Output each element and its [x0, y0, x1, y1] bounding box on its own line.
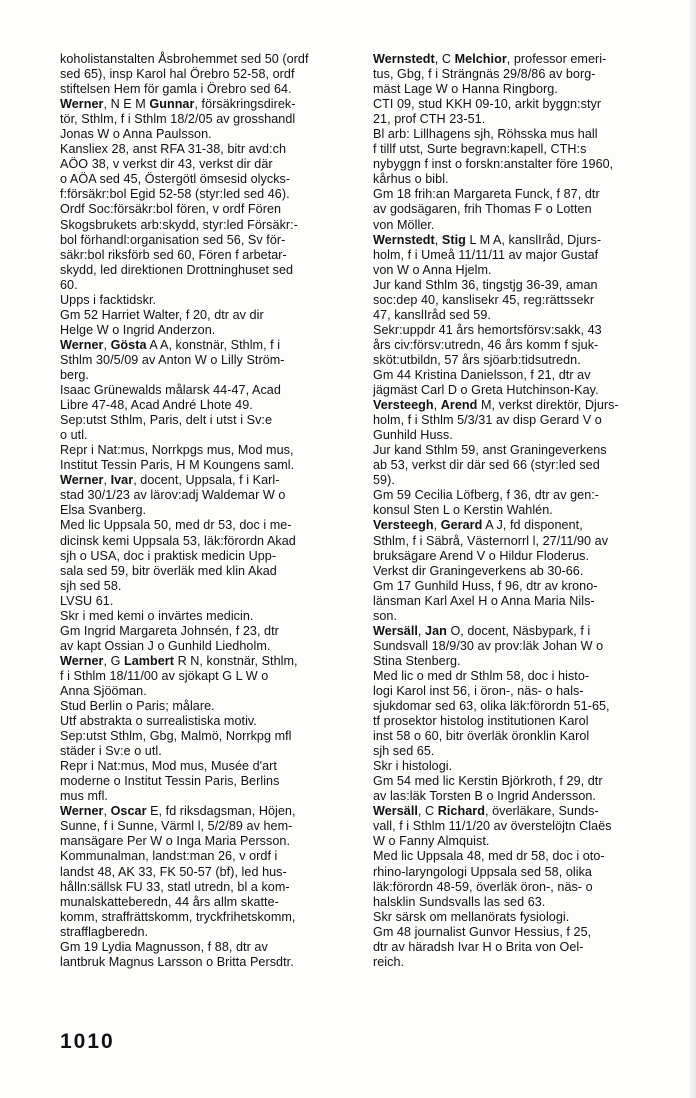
right-line: 59).: [373, 473, 395, 488]
entry-heading: Werner, G Lambert R N, konstnär, Sthlm,: [60, 653, 298, 668]
right-line: konsul Sten L o Kerstin Wahlén.: [373, 503, 553, 518]
right-line: års civ:försv:utredn, 46 års komm f sjuk-: [373, 337, 599, 352]
right-line: av godsägaren, frih Thomas F o Lotten: [373, 202, 592, 217]
entry-given-name: Melchior: [454, 52, 507, 66]
right-line: von Möller.: [373, 217, 435, 232]
left-line: hålln:sällsk FU 33, statl utredn, bl a kom-: [60, 879, 290, 894]
left-line: Kommunalman, landst:man 26, v ordf i: [60, 849, 278, 864]
left-line: Sep:utst Sthlm, Paris, delt i utst i Sv:e: [60, 413, 273, 428]
right-line: länsman Karl Axel H o Anna Maria Nils-: [373, 593, 595, 608]
left-line: Jonas W o Anna Paulsson.: [60, 127, 212, 142]
right-line: Gm 18 frih:an Margareta Funck, f 87, dtr: [373, 187, 600, 202]
left-line: Libre 47-48, Acad André Lhote 49.: [60, 398, 253, 413]
left-line: Institut Tessin Paris, H M Koungens saml.: [60, 458, 295, 473]
entry-heading: Wersäll, C Richard, överläkare, Sunds-: [373, 804, 599, 819]
right-line: Stina Stenberg.: [373, 653, 461, 668]
right-line: Gunhild Huss.: [373, 428, 453, 443]
right-line: CTI 09, stud KKH 09-10, arkit byggn:styr: [373, 97, 602, 112]
right-line: Gm 17 Gunhild Huss, f 96, dtr av krono-: [373, 578, 598, 593]
left-line: 60.: [60, 277, 78, 292]
left-line: sjh o USA, doc i praktisk medicin Upp-: [60, 548, 277, 563]
left-line: mansägare Per W o Inga Maria Persson.: [60, 834, 291, 849]
left-line: komm, straffrättskomm, tryckfrihetskomm,: [60, 909, 296, 924]
left-line: Elsa Svanberg.: [60, 503, 147, 518]
entry-surname: Versteegh: [373, 398, 434, 413]
entry-given-name: Gösta: [110, 337, 147, 352]
right-line: Sekr:uppdr 41 års hemortsförsv:sakk, 43: [373, 322, 602, 337]
right-line: Gm 44 Kristina Danielsson, f 21, dtr av: [373, 367, 591, 382]
entry-surname: Versteegh: [373, 518, 434, 533]
entry-given-name: Richard: [437, 804, 485, 819]
right-line: rhino-laryngologi Uppsala sed 58, olika: [373, 864, 592, 879]
right-line: av las:läk Torsten B o Ingrid Andersson.: [373, 789, 596, 804]
right-line: 47, kanslIråd sed 59.: [373, 307, 491, 322]
entry-given-name: Arend: [440, 398, 478, 413]
right-line: bruksägare Arend V o Hildur Floderus.: [373, 548, 590, 563]
left-line: skydd, led direktionen Drottninghuset sed: [60, 262, 294, 277]
left-line: Stud Berlin o Paris; målare.: [60, 699, 215, 714]
right-line: Bl arb: Lillhagens sjh, Röhsska mus hall: [373, 127, 598, 142]
left-line: LVSU 61.: [60, 593, 114, 608]
right-line: Skr i histologi.: [373, 759, 453, 774]
left-line: bol förhandl:organisation sed 56, Sv för-: [60, 232, 286, 247]
page-number: 1010: [60, 1030, 115, 1053]
right-line: tf prosektor histolog institutionen Karol: [373, 714, 589, 729]
left-line: f:försäkr:bol Egid 52-58 (styr:led sed 46).: [60, 187, 290, 202]
left-line: Utf abstrakta o surrealistiska motiv.: [60, 714, 257, 729]
left-line: sala sed 59, bitr överläk med klin Akad: [60, 563, 277, 578]
left-line: Isaac Grünewalds målarsk 44-47, Acad: [60, 383, 281, 398]
entry-surname: Werner: [60, 653, 104, 668]
left-line: sed 65), insp Karol hal Örebro 52-58, ordf: [60, 67, 295, 82]
entry-heading: Werner, Oscar E, fd riksdagsman, Höjen,: [60, 804, 296, 819]
left-line: koholistanstalten Åsbrohemmet sed 50 (ordf: [60, 52, 309, 66]
right-line: vall, f i Sthlm 11/1/20 av överstelöjtn Claës: [373, 819, 612, 834]
left-line: lantbruk Magnus Larsson o Britta Persdtr.: [60, 954, 294, 969]
right-line: son.: [373, 608, 398, 623]
entry-heading: Versteegh, Arend M, verkst direktör, Djurs-: [373, 398, 619, 413]
left-line: Skogsbrukets arb:skydd, styr:led Försäkr:-: [60, 217, 298, 232]
entry-heading: Versteegh, Gerard A J, fd disponent,: [373, 518, 583, 533]
right-line: mäst Lage W o Hanna Ringborg.: [373, 82, 558, 97]
right-line: von W o Anna Hjelm.: [373, 262, 492, 277]
left-line: mus mfl.: [60, 789, 108, 804]
entry-heading: Werner, Gösta A A, konstnär, Sthlm, f i: [60, 337, 281, 352]
right-line: W o Fanny Almquist.: [373, 834, 490, 849]
left-line: Kansliex 28, anst RFA 31-38, bitr avd:ch: [60, 142, 287, 157]
right-line: tus, Gbg, f i Strängnäs 29/8/86 av borg-: [373, 67, 596, 82]
left-line: städer i Sv:e o utl.: [60, 744, 162, 759]
left-line: Repr i Nat:mus, Mod mus, Musée d'art: [60, 759, 277, 774]
left-line: Sthlm 30/5/09 av Anton W o Lilly Ström-: [60, 352, 285, 367]
left-line: berg.: [60, 367, 89, 382]
left-line: Gm Ingrid Margareta Johnsén, f 23, dtr: [60, 623, 279, 638]
right-line: soc:dep 40, kanslisekr 45, reg:rättssekr: [373, 292, 595, 307]
entry-surname: Werner: [60, 97, 104, 112]
entry-surname: Wernstedt: [373, 232, 435, 247]
entry-surname: Wernstedt: [373, 52, 435, 66]
left-line: landst 48, AK 33, FK 50-57 (bf), led hus-: [60, 864, 287, 879]
left-line: f i Sthlm 18/11/00 av sjökapt G L W o: [60, 668, 269, 683]
right-line: sköt:utbildn, 57 års sjöarb:tidsutredn.: [373, 352, 581, 367]
left-line: Gm 52 Harriet Walter, f 20, dtr av dir: [60, 307, 264, 322]
left-line: Med lic Uppsala 50, med dr 53, doc i me-: [60, 518, 292, 533]
right-line: Jur kand Sthlm 36, tingstjg 36-39, aman: [373, 277, 598, 292]
right-line: Gm 54 med lic Kerstin Björkroth, f 29, dtr: [373, 774, 603, 789]
entry-surname: Werner: [60, 473, 104, 488]
right-line: Gm 59 Cecilia Löfberg, f 36, dtr av gen:-: [373, 488, 600, 503]
left-line: Repr i Nat:mus, Norrkpgs mus, Mod mus,: [60, 443, 294, 458]
entry-heading: Werner, Ivar, docent, Uppsala, f i Karl-: [60, 473, 280, 488]
left-line: o utl.: [60, 428, 88, 443]
entry-given-name: Gunnar: [149, 97, 195, 112]
right-line: Verkst dir Graningeverkens ab 30-66.: [373, 563, 584, 578]
entry-heading: Wernstedt, Stig L M A, kanslIråd, Djurs-: [373, 232, 602, 247]
left-line: AÖO 38, v verkst dir 43, verkst dir där: [60, 157, 273, 172]
right-line: holm, f i Sthlm 5/3/31 av disp Gerard V o: [373, 413, 602, 428]
right-line: Sundsvall 18/9/30 av prov:läk Johan W o: [373, 638, 604, 653]
right-line: logi Karol inst 56, i öron-, näs- o hals-: [373, 683, 584, 698]
left-line: Sunne, f i Sunne, Värml l, 5/2/89 av hem-: [60, 819, 293, 834]
entry-surname: Wersäll: [373, 804, 418, 819]
right-line: sjukdomar sed 63, olika läk:förordn 51-65,: [373, 699, 610, 714]
left-line: tör, Sthlm, f i Sthlm 18/2/05 av grosshandl: [60, 112, 296, 127]
page-edge: [690, 0, 696, 1098]
entry-given-name: Oscar: [110, 804, 147, 819]
right-line: kårhus o bibl.: [373, 172, 449, 187]
left-line: o AÖA sed 45, Östergötl ömsesid olycks-: [60, 172, 291, 187]
right-line: holm, f i Umeå 11/11/11 av major Gustaf: [373, 247, 599, 262]
entry-surname: Werner: [60, 337, 104, 352]
right-line: jägmäst Carl D o Greta Hutchinson-Kay.: [373, 383, 599, 398]
left-line: dicinsk kemi Uppsala 53, läk:förordn Akad: [60, 533, 296, 548]
left-line: stad 30/1/23 av lärov:adj Waldemar W o: [60, 488, 286, 503]
right-column: [373, 52, 667, 970]
right-line: ab 53, verkst dir där sed 66 (styr:led sed: [373, 458, 600, 473]
right-line: f tillf utst, Surte begravn:kapell, CTH:s: [373, 142, 587, 157]
left-line: stiftelsen Hem för gamla i Örebro sed 64.: [60, 82, 292, 97]
entry-heading: Werner, N E M Gunnar, försäkringsdirek-: [60, 97, 296, 112]
right-line: dtr av häradsh Ivar H o Brita von Oel-: [373, 939, 584, 954]
left-line: Gm 19 Lydia Magnusson, f 88, dtr av: [60, 939, 268, 954]
right-line: Sthlm, f i Säbrå, Västernorrl l, 27/11/90 av: [373, 533, 609, 548]
right-line: nybyggn f inst o forskn:anstalter före 1960,: [373, 157, 614, 172]
right-line: Jur kand Sthlm 59, anst Graningeverkens: [373, 443, 607, 458]
entry-surname: Wersäll: [373, 623, 418, 638]
left-line: strafflagberedn.: [60, 924, 149, 939]
left-line: av kapt Ossian J o Gunhild Liedholm.: [60, 638, 271, 653]
left-line: sjh sed 58.: [60, 578, 122, 593]
right-line: Med lic o med dr Sthlm 58, doc i histo-: [373, 668, 590, 683]
entry-heading: Wernstedt, C Melchior, professor emeri-: [373, 52, 607, 66]
right-line: 21, prof CTH 23-51.: [373, 112, 486, 127]
entry-surname: Werner: [60, 804, 104, 819]
entry-given-name: Gerard: [440, 518, 483, 533]
left-line: Helge W o Ingrid Anderzon.: [60, 322, 216, 337]
entry-given-name: Stig: [441, 232, 466, 247]
right-line: inst 58 o 60, bitr överläk öronklin Karol: [373, 729, 590, 744]
left-line: Sep:utst Sthlm, Gbg, Malmö, Norrkpg mfl: [60, 729, 292, 744]
left-line: Skr i med kemi o invärtes medicin.: [60, 608, 254, 623]
entry-given-name: Jan: [425, 623, 447, 638]
entry-heading: Wersäll, Jan O, docent, Näsbypark, f i: [373, 623, 591, 638]
right-line: reich.: [373, 954, 405, 969]
right-line: sjh sed 65.: [373, 744, 435, 759]
left-line: Ordf Soc:försäkr:bol fören, v ordf Fören: [60, 202, 282, 217]
right-line: Skr särsk om mellanörats fysiologi.: [373, 909, 570, 924]
entry-given-name: Lambert: [123, 653, 175, 668]
right-line: Gm 48 journalist Gunvor Hessius, f 25,: [373, 924, 592, 939]
left-line: moderne o Institut Tessin Paris, Berlins: [60, 774, 280, 789]
left-line: munalskatteberedn, 44 års allm skatte-: [60, 894, 279, 909]
right-line: läk:förordn 48-59, överläk öron-, näs- o: [373, 879, 593, 894]
right-line: Med lic Uppsala 48, med dr 58, doc i oto-: [373, 849, 605, 864]
right-line: halsklin Sundsvalls las sed 63.: [373, 894, 546, 909]
left-line: Upps i facktidskr.: [60, 292, 157, 307]
entry-given-name: Ivar: [110, 473, 134, 488]
left-line: säkr:bol riksförb sed 60, Fören f arbetar-: [60, 247, 287, 262]
left-line: Anna Sjööman.: [60, 683, 147, 698]
left-column: [60, 52, 355, 970]
